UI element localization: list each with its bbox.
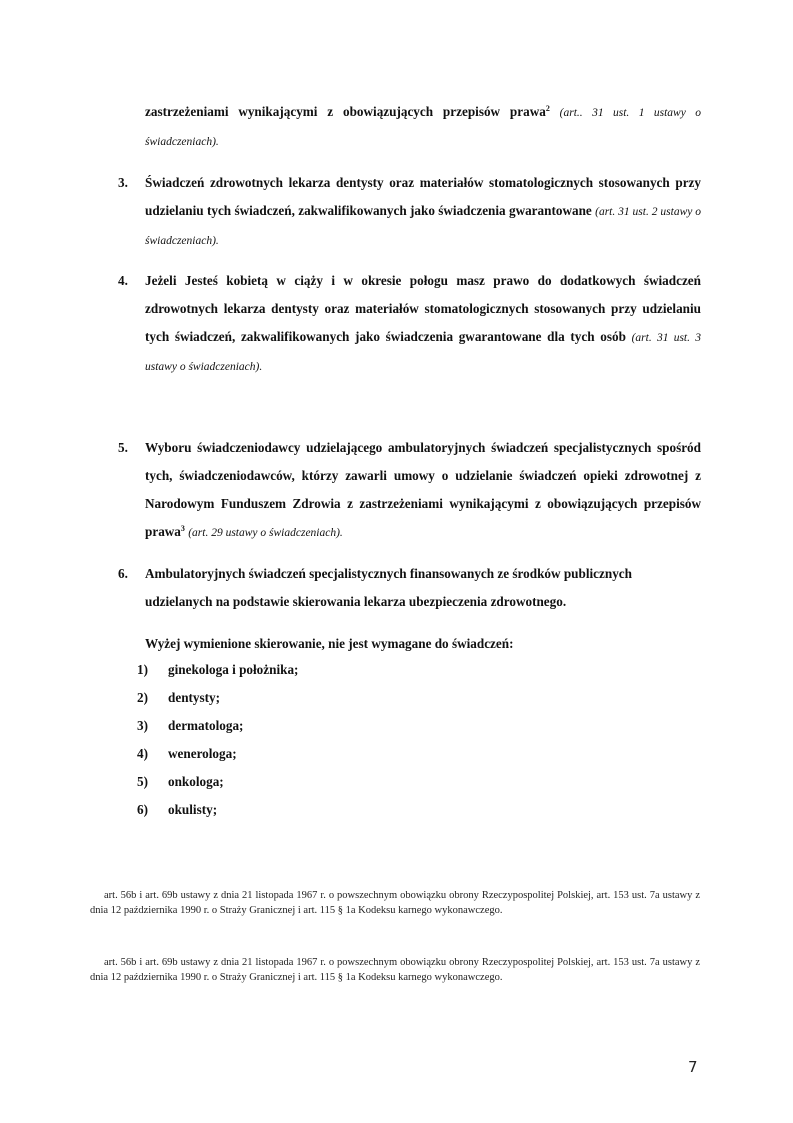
footnote-marker-3: 3 [180,524,185,533]
item-4-reference: (art. 31 ust. 3 ustawy o świadczeniach). [145,332,702,373]
footnote-2: art. 56b i art. 69b ustawy z dnia 21 listopada 1967 r. o powszechnym obowiązku obrony Rzeczypospolitej Polskiej, art. 153 ust. 7a ustawy z dnia 12 października 1990 r. o Straży Granicznej i art. 115 § 1a Kodeksu karnego wykonawczego. [90,890,700,916]
page-number: 7 [688,1058,698,1076]
item-6-number: 6. [118,566,128,581]
item-4-number: 4. [118,273,128,288]
item-2-reference: (art.. 31 ust. 1 ustawy o świadczeniach). [145,107,701,148]
referral-intro: Wyżej wymienione skierowanie, nie jest wymagane do świadczeń: [145,636,514,651]
item-4-paragraph [145,267,701,381]
item-4-text: Jeżeli Jesteś kobietą w ciąży i w okresie połogu masz prawo do dodatkowych świadczeń zdrowotnych lekarza dentysty oraz materiałów stomatologicznych stosowanych przy udzielaniu tych świadczeń, zakwalifikowanych jako świadczenia gwarantowane dla tych osób [145,273,701,344]
item-5-number: 5. [118,440,128,455]
item-5-text: Wyboru świadczeniodawcy udzielającego ambulatoryjnych świadczeń specjalistycznych spośród tych, świadczeniodawców, którzy zawarli umowy o udzielanie świadczeń opieki zdrowotnej z Narodowym Funduszem Zdrowia z zastrzeżeniami wynikającymi z obowiązujących przepisów prawa [145,440,701,539]
item-2-text: zastrzeżeniami wynikającymi z obowiązujących przepisów prawa [145,104,546,119]
item-3-reference: (art. 31 ust. 2 ustawy o świadczeniach). [145,206,702,247]
item-6-text: Ambulatoryjnych świadczeń specjalistycznych finansowanych ze środków publicznych udzielanych na podstawie skierowania lekarza ubezpieczenia zdrowotnego. [145,566,632,609]
footnote-3: art. 56b i art. 69b ustawy z dnia 21 listopada 1967 r. o powszechnym obowiązku obrony Rzeczypospolitej Polskiej, art. 153 ust. 7a ustawy z dnia 12 października 1990 r. o Straży Granicznej i art. 115 § 1a Kodeksu karnego wykonawczego. [90,957,700,983]
footnote-marker-2: 2 [545,104,550,113]
item-3-number: 3. [118,175,128,190]
item-2-continuation [145,98,701,156]
item-5-reference: (art. 29 ustawy o świadczeniach). [188,527,343,539]
item-5-paragraph [145,434,701,547]
document-page: zastrzeżeniami wynikającymi z obowiązujących przepisów prawa$^2$ (art.. 31 ust. 1 ustawy o świadczeniach). 3. Świadczeń zdrowotnych lekarza dentysty oraz materiałów stomatologicznych stosowanych przy udzielaniu tych świadczeń, zakwalifikowanych jako świadczenia gwarantowane (art. 31 ust. 2 ustawy o świadczeniach). 4. Jeżeli Jesteś kobietą w ciąży i w okresie połogu masz prawo do dodatkowych świadczeń zdrowotnych lekarza dentysty oraz materiałów stomatologicznych stosowanych przy udzielaniu tych świadczeń, zakwalifikowanych jako świadczenia gwarantowane dla tych osób (art. 31 ust. 3 ustawy o świadczeniach). 5. Wyboru świadczeniodawcy udzielającego ambulatoryjnych świadczeń specjalistycznych spośród tych, świadczeniodawców, którzy zawarli umowy o udzielanie świadczeń opieki zdrowotnej z Narodowym Funduszem Zdrowia z zastrzeżeniami wynikającymi z obowiązujących przepisów prawa$^3$ (art. 29 ustawy o świadczeniach). 6. Ambulatoryjnych świadczeń specjalistycznych finansowanych ze środków publicznych udzielanych na podstawie skierowania lekarza ubezpieczenia zdrowotnego. Wyżej wymienione skierowanie, nie jest wymagane do świadczeń: 1) ginekologa i położnika; 2) dentysty; 3) dermatologa; 4) wenerologa; 5) onkologa; 6) okulisty; art. 56b i art. 69b ustawy z dnia 21 listopada 1967 r. o powszechnym obowiązku obrony Rzeczypospolitej Polskiej, art. 153 ust. 7a ustawy z dnia 12 października 1990 r. o Straży Granicznej i art. 115 § 1a Kodeksu karnego wykonawczego. art. 56b i art. 69b ustawy z dnia 21 listopada 1967 r. o powszechnym obowiązku obrony Rzeczypospolitej Polskiej, art. 153 ust. 7a ustawy z dnia 12 października 1990 r. o Straży Granicznej i art. 115 § 1a Kodeksu karnego wykonawczego. 7 [0,0,793,1123]
item-3-text: Świadczeń zdrowotnych lekarza dentysty oraz materiałów stomatologicznych stosowanych przy udzielaniu tych świadczeń, zakwalifikowanych jako świadczenia gwarantowane [145,175,701,218]
item-3-paragraph [145,169,701,255]
item-6-paragraph [145,560,701,616]
